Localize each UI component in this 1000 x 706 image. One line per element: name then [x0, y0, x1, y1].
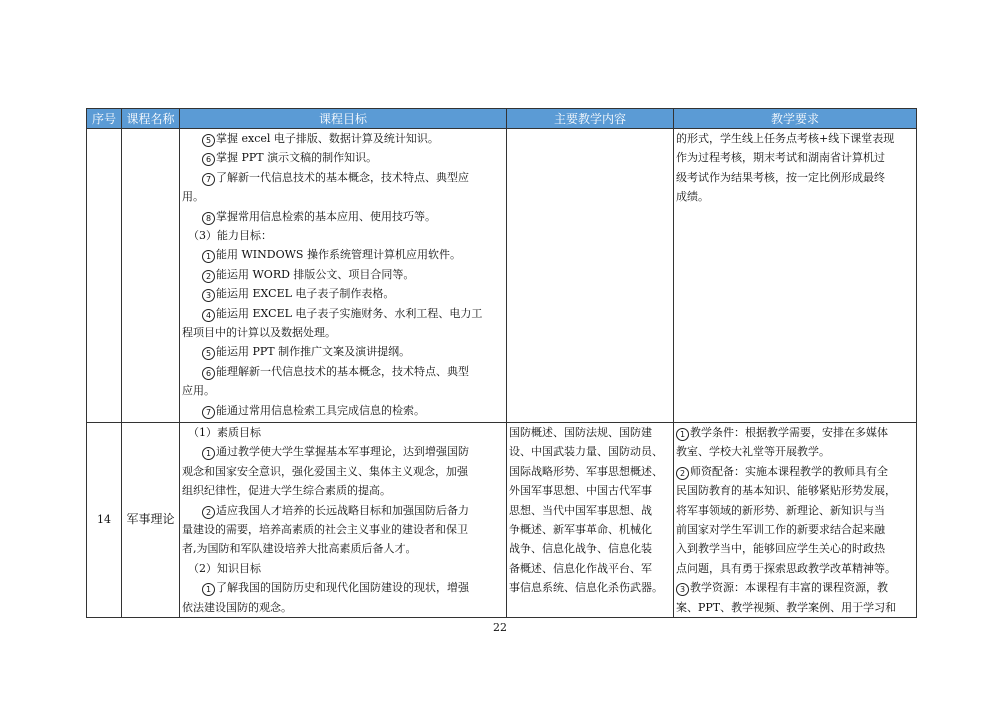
text-line — [674, 578, 916, 597]
text-line — [674, 501, 916, 520]
row1-goals — [180, 129, 507, 423]
text-line — [180, 284, 506, 303]
line-text: 了解我国的国防历史和现代化国防建设的现状，增强 — [216, 581, 469, 595]
row1-course-name — [122, 129, 180, 423]
line-text: 组织纪律性，促进大学生综合素质的提高。 — [182, 484, 391, 498]
circled-number-icon: 2 — [202, 506, 215, 519]
line-text: 将军事领域的新形势、新理论、新知识与当 — [676, 503, 885, 517]
line-text: 量建设的需要，培养高素质的社会主义事业的建设者和保卫 — [182, 523, 468, 537]
line-text: 争概述、新军事革命、机械化 — [509, 523, 652, 537]
text-line — [180, 481, 506, 500]
line-text: 师资配备：实施本课程教学的教师具有全 — [690, 464, 888, 478]
line-text: 战争、信息化战争、信息化装 — [509, 542, 652, 556]
line-text: 掌握 excel 电子排版、数据计算及统计知识。 — [216, 132, 439, 145]
text-line — [180, 245, 506, 264]
line-text: 成绩。 — [676, 190, 709, 204]
header-course-name: 课程名称 — [122, 109, 180, 129]
line-text: 掌握 PPT 演示文稿的制作知识。 — [216, 151, 378, 165]
line-text: 能运用 WORD 排版公文、项目合同等。 — [216, 267, 415, 281]
text-line — [674, 442, 916, 461]
text-line — [180, 362, 506, 381]
circled-number-icon: 1 — [202, 447, 215, 460]
line-text: 国防概述、国防法规、国防建 — [509, 426, 652, 439]
line-text: 入到教学当中，能够回应学生关心的时政热 — [676, 542, 885, 556]
line-text: 依法建设国防的观念。 — [182, 600, 292, 614]
circled-number-icon: 3 — [202, 289, 215, 302]
text-line — [180, 598, 506, 617]
line-text: 国际战略形势、军事思想概述、 — [509, 464, 663, 478]
line-text: （1）素质目标 — [188, 426, 261, 439]
text-line — [674, 462, 916, 481]
row2-requirements — [674, 423, 917, 618]
text-line — [507, 539, 673, 558]
line-text: 设、中国武装力量、国防动员、 — [509, 445, 663, 459]
line-text: 适应我国人才培养的长远战略目标和加强国防后备力 — [216, 503, 469, 517]
text-line — [180, 148, 506, 167]
text-line — [180, 304, 506, 323]
circled-number-icon: 4 — [202, 309, 215, 322]
line-text: 能理解新一代信息技术的基本概念，技术特点、典型 — [216, 364, 469, 378]
text-line — [674, 148, 916, 167]
line-text: 能运用 EXCEL 电子表子制作表格。 — [216, 287, 395, 301]
line-text: 案、PPT、教学视频、教学案例、用于学习和 — [676, 600, 897, 614]
text-line — [507, 520, 673, 539]
circled-number-icon: 7 — [202, 406, 215, 419]
text-line — [674, 423, 916, 442]
line-text: 者,为国防和军队建设培养大批高素质后备人才。 — [182, 542, 417, 556]
text-line — [674, 481, 916, 500]
line-text: 能用 WINDOWS 操作系统管理计算机应用软件。 — [216, 248, 461, 262]
table-row — [87, 423, 917, 618]
line-text: 能运用 PPT 制作推广文案及演讲提纲。 — [216, 345, 411, 359]
row2-goals — [180, 423, 507, 618]
line-text: 用。 — [182, 190, 204, 204]
text-line — [180, 265, 506, 284]
line-text: 前国家对学生军训工作的新要求结合起来融 — [676, 523, 885, 537]
row2-seq: 14 — [87, 423, 122, 618]
line-text: 教室、学校大礼堂等开展教学。 — [676, 445, 830, 459]
text-line — [507, 462, 673, 481]
text-line — [507, 442, 673, 461]
text-line — [674, 520, 916, 539]
header-course-goals: 课程目标 — [180, 109, 507, 129]
text-line — [180, 539, 506, 558]
circled-number-icon: 3 — [676, 583, 689, 596]
text-line — [674, 168, 916, 187]
text-line — [180, 462, 506, 481]
circled-number-icon: 5 — [202, 347, 215, 360]
line-text: 事信息系统、信息化杀伤武器。 — [509, 581, 663, 595]
text-line — [507, 501, 673, 520]
text-line — [180, 578, 506, 597]
page-number: 22 — [493, 621, 507, 634]
line-text: 级考试作为结果考核，按一定比例形成最终 — [676, 170, 885, 184]
row1-content — [507, 129, 674, 423]
text-line — [180, 168, 506, 187]
text-line — [674, 559, 916, 578]
line-text: 能运用 EXCEL 电子表子实施财务、水利工程、电力工 — [216, 306, 483, 320]
line-text: 应用。 — [182, 384, 215, 398]
circled-number-icon: 1 — [676, 428, 689, 441]
text-line — [180, 381, 506, 400]
circled-number-icon: 8 — [202, 212, 215, 225]
text-line — [507, 423, 673, 442]
circled-number-icon: 1 — [202, 583, 215, 596]
line-text: （2）知识目标 — [188, 561, 261, 575]
text-line — [507, 578, 673, 597]
text-line — [507, 481, 673, 500]
text-line — [180, 501, 506, 520]
line-text: 教学资源：本课程有丰富的课程资源，教 — [690, 581, 888, 595]
circled-number-icon: 1 — [202, 250, 215, 263]
line-text: 教学条件：根据教学需要，安排在多媒体 — [690, 426, 888, 439]
text-line — [180, 129, 506, 148]
row1-requirements — [674, 129, 917, 423]
text-line — [180, 559, 506, 578]
circled-number-icon: 7 — [202, 173, 215, 186]
circled-number-icon: 6 — [202, 367, 215, 380]
line-text: 能通过常用信息检索工具完成信息的检索。 — [216, 403, 425, 417]
header-seq: 序号 — [87, 109, 122, 129]
line-text: 点问题，具有勇于探索思政教学改革精神等。 — [676, 561, 896, 575]
circled-number-icon: 2 — [676, 467, 689, 480]
line-text: 程项目中的计算以及数据处理。 — [182, 326, 336, 340]
line-text: 思想、当代中国军事思想、战 — [509, 503, 652, 517]
row2-content — [507, 423, 674, 618]
line-text: 通过教学使大学生掌握基本军事理论，达到增强国防 — [216, 445, 469, 459]
table-header-row — [87, 109, 917, 129]
line-text: 观念和国家安全意识，强化爱国主义、集体主义观念，加强 — [182, 464, 468, 478]
text-line — [674, 539, 916, 558]
circled-number-icon: 6 — [202, 153, 215, 166]
text-line — [180, 442, 506, 461]
text-line — [674, 129, 916, 148]
text-line — [507, 559, 673, 578]
text-line — [180, 520, 506, 539]
text-line — [674, 598, 916, 617]
text-line — [180, 423, 506, 442]
row1-seq — [87, 129, 122, 423]
line-text: （3）能力目标： — [188, 229, 272, 243]
line-text: 了解新一代信息技术的基本概念，技术特点、典型应 — [216, 170, 469, 184]
line-text: 作为过程考核，期末考试和湖南省计算机过 — [676, 151, 885, 165]
line-text: 外国军事思想、中国古代军事 — [509, 484, 652, 498]
line-text: 备概述、信息化作战平台、军 — [509, 561, 652, 575]
text-line — [180, 187, 506, 206]
circled-number-icon: 5 — [202, 134, 215, 147]
header-teaching-content: 主要教学内容 — [507, 109, 674, 129]
table-row — [87, 129, 917, 423]
course-table — [86, 108, 917, 618]
text-line — [180, 342, 506, 361]
circled-number-icon: 2 — [202, 270, 215, 283]
line-text: 的形式，学生线上任务点考核+线下课堂表现 — [676, 132, 895, 145]
row2-course-name: 军事理论 — [122, 423, 180, 618]
line-text: 掌握常用信息检索的基本应用、使用技巧等。 — [216, 209, 436, 223]
text-line — [180, 207, 506, 226]
text-line — [180, 323, 506, 342]
text-line — [180, 226, 506, 245]
text-line — [674, 187, 916, 206]
text-line — [180, 401, 506, 420]
line-text: 民国防教育的基本知识、能够紧贴形势发展， — [676, 484, 896, 498]
header-teaching-requirements: 教学要求 — [674, 109, 917, 129]
